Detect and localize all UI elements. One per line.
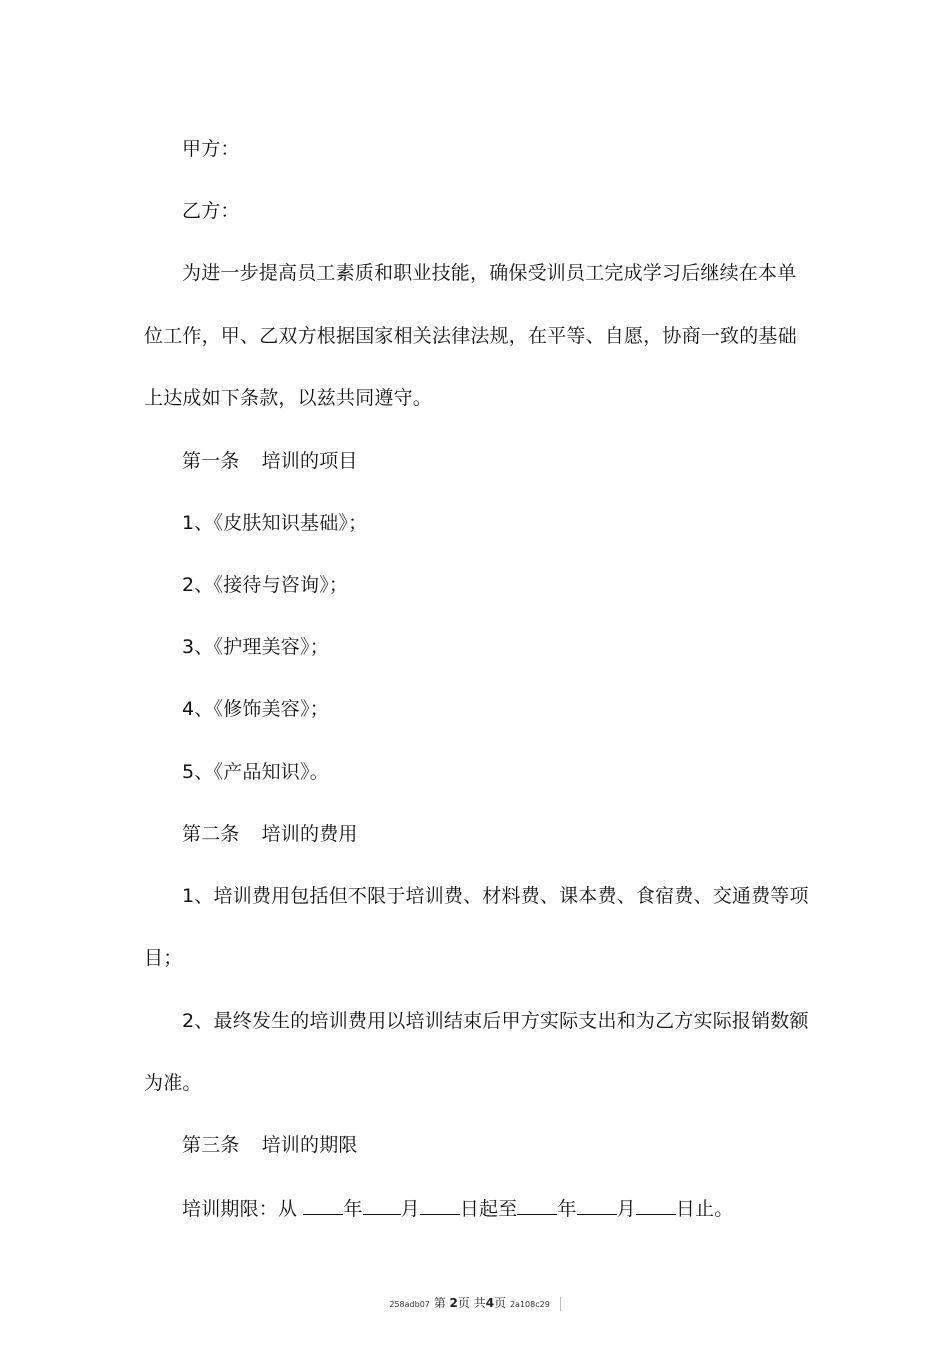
end-month-blank [577, 1196, 617, 1215]
article-1-item-3: 3、《护理美容》； [182, 636, 329, 658]
period-day-2: 日止。 [675, 1198, 734, 1220]
footer-code-left: 258adb07 [389, 1300, 430, 1309]
footer-di: 第 [433, 1296, 446, 1310]
party-a-label: 甲方： [182, 138, 240, 160]
period-month-2: 月 [616, 1198, 636, 1220]
page-footer [0, 1295, 950, 1313]
intro-line-2: 位工作，甲、乙双方根据国家相关法律法规，在平等、自愿，协商一致的基础 [144, 325, 797, 347]
article-3-label: 第三条 [182, 1134, 240, 1156]
start-month-blank [363, 1196, 401, 1215]
period-year-1: 年 [343, 1198, 363, 1220]
footer-ye-2: 页 [494, 1296, 507, 1310]
article-1-item-4: 4、《修饰美容》； [182, 698, 329, 720]
end-year-blank [517, 1196, 557, 1215]
period-year-2: 年 [557, 1198, 577, 1220]
start-year-blank [303, 1196, 343, 1215]
end-day-blank [636, 1196, 676, 1215]
article-2-heading [182, 822, 358, 846]
article-3-title: 培训的期限 [261, 1134, 358, 1156]
footer-page-number: 2 [449, 1296, 458, 1310]
article-3-heading [182, 1133, 358, 1157]
party-b-label: 乙方： [182, 200, 240, 222]
footer-ye: 页 [457, 1296, 470, 1310]
period-prefix: 培训期限：从 [182, 1198, 298, 1220]
article-2-label: 第二条 [182, 823, 240, 845]
article-2-item-2-line-1: 2、最终发生的培训费用以培训结束后甲方实际支出和为乙方实际报销数额 [182, 1010, 809, 1032]
article-2-item-1-line-2: 目； [144, 947, 183, 969]
intro-line-1: 为进一步提高员工素质和职业技能，确保受训员工完成学习后继续在本单 [182, 262, 797, 284]
footer-gong: 共 [473, 1296, 486, 1310]
article-2-item-1-line-1: 1、培训费用包括但不限于培训费、材料费、课本费、食宿费、交通费等项 [182, 885, 809, 907]
article-1-label: 第一条 [182, 450, 240, 472]
article-1-title: 培训的项目 [261, 450, 358, 472]
article-2-item-2-line-2: 为准。 [144, 1072, 202, 1094]
article-1-item-1: 1、《皮肤知识基础》； [182, 512, 368, 534]
footer-total-pages: 4 [485, 1296, 495, 1310]
start-day-blank [420, 1196, 460, 1215]
footer-divider [560, 1297, 561, 1311]
intro-line-3: 上达成如下条款，以兹共同遵守。 [144, 387, 433, 409]
article-2-title: 培训的费用 [261, 823, 358, 845]
footer-code-right: 2a108c29 [509, 1300, 550, 1309]
training-period-line [182, 1196, 733, 1221]
article-1-item-2: 2、《接待与咨询》； [182, 574, 349, 596]
period-day-1: 日起至 [459, 1198, 518, 1220]
article-1-heading [182, 449, 358, 473]
period-month-1: 月 [400, 1198, 420, 1220]
article-1-item-5: 5、《产品知识》。 [182, 761, 329, 783]
